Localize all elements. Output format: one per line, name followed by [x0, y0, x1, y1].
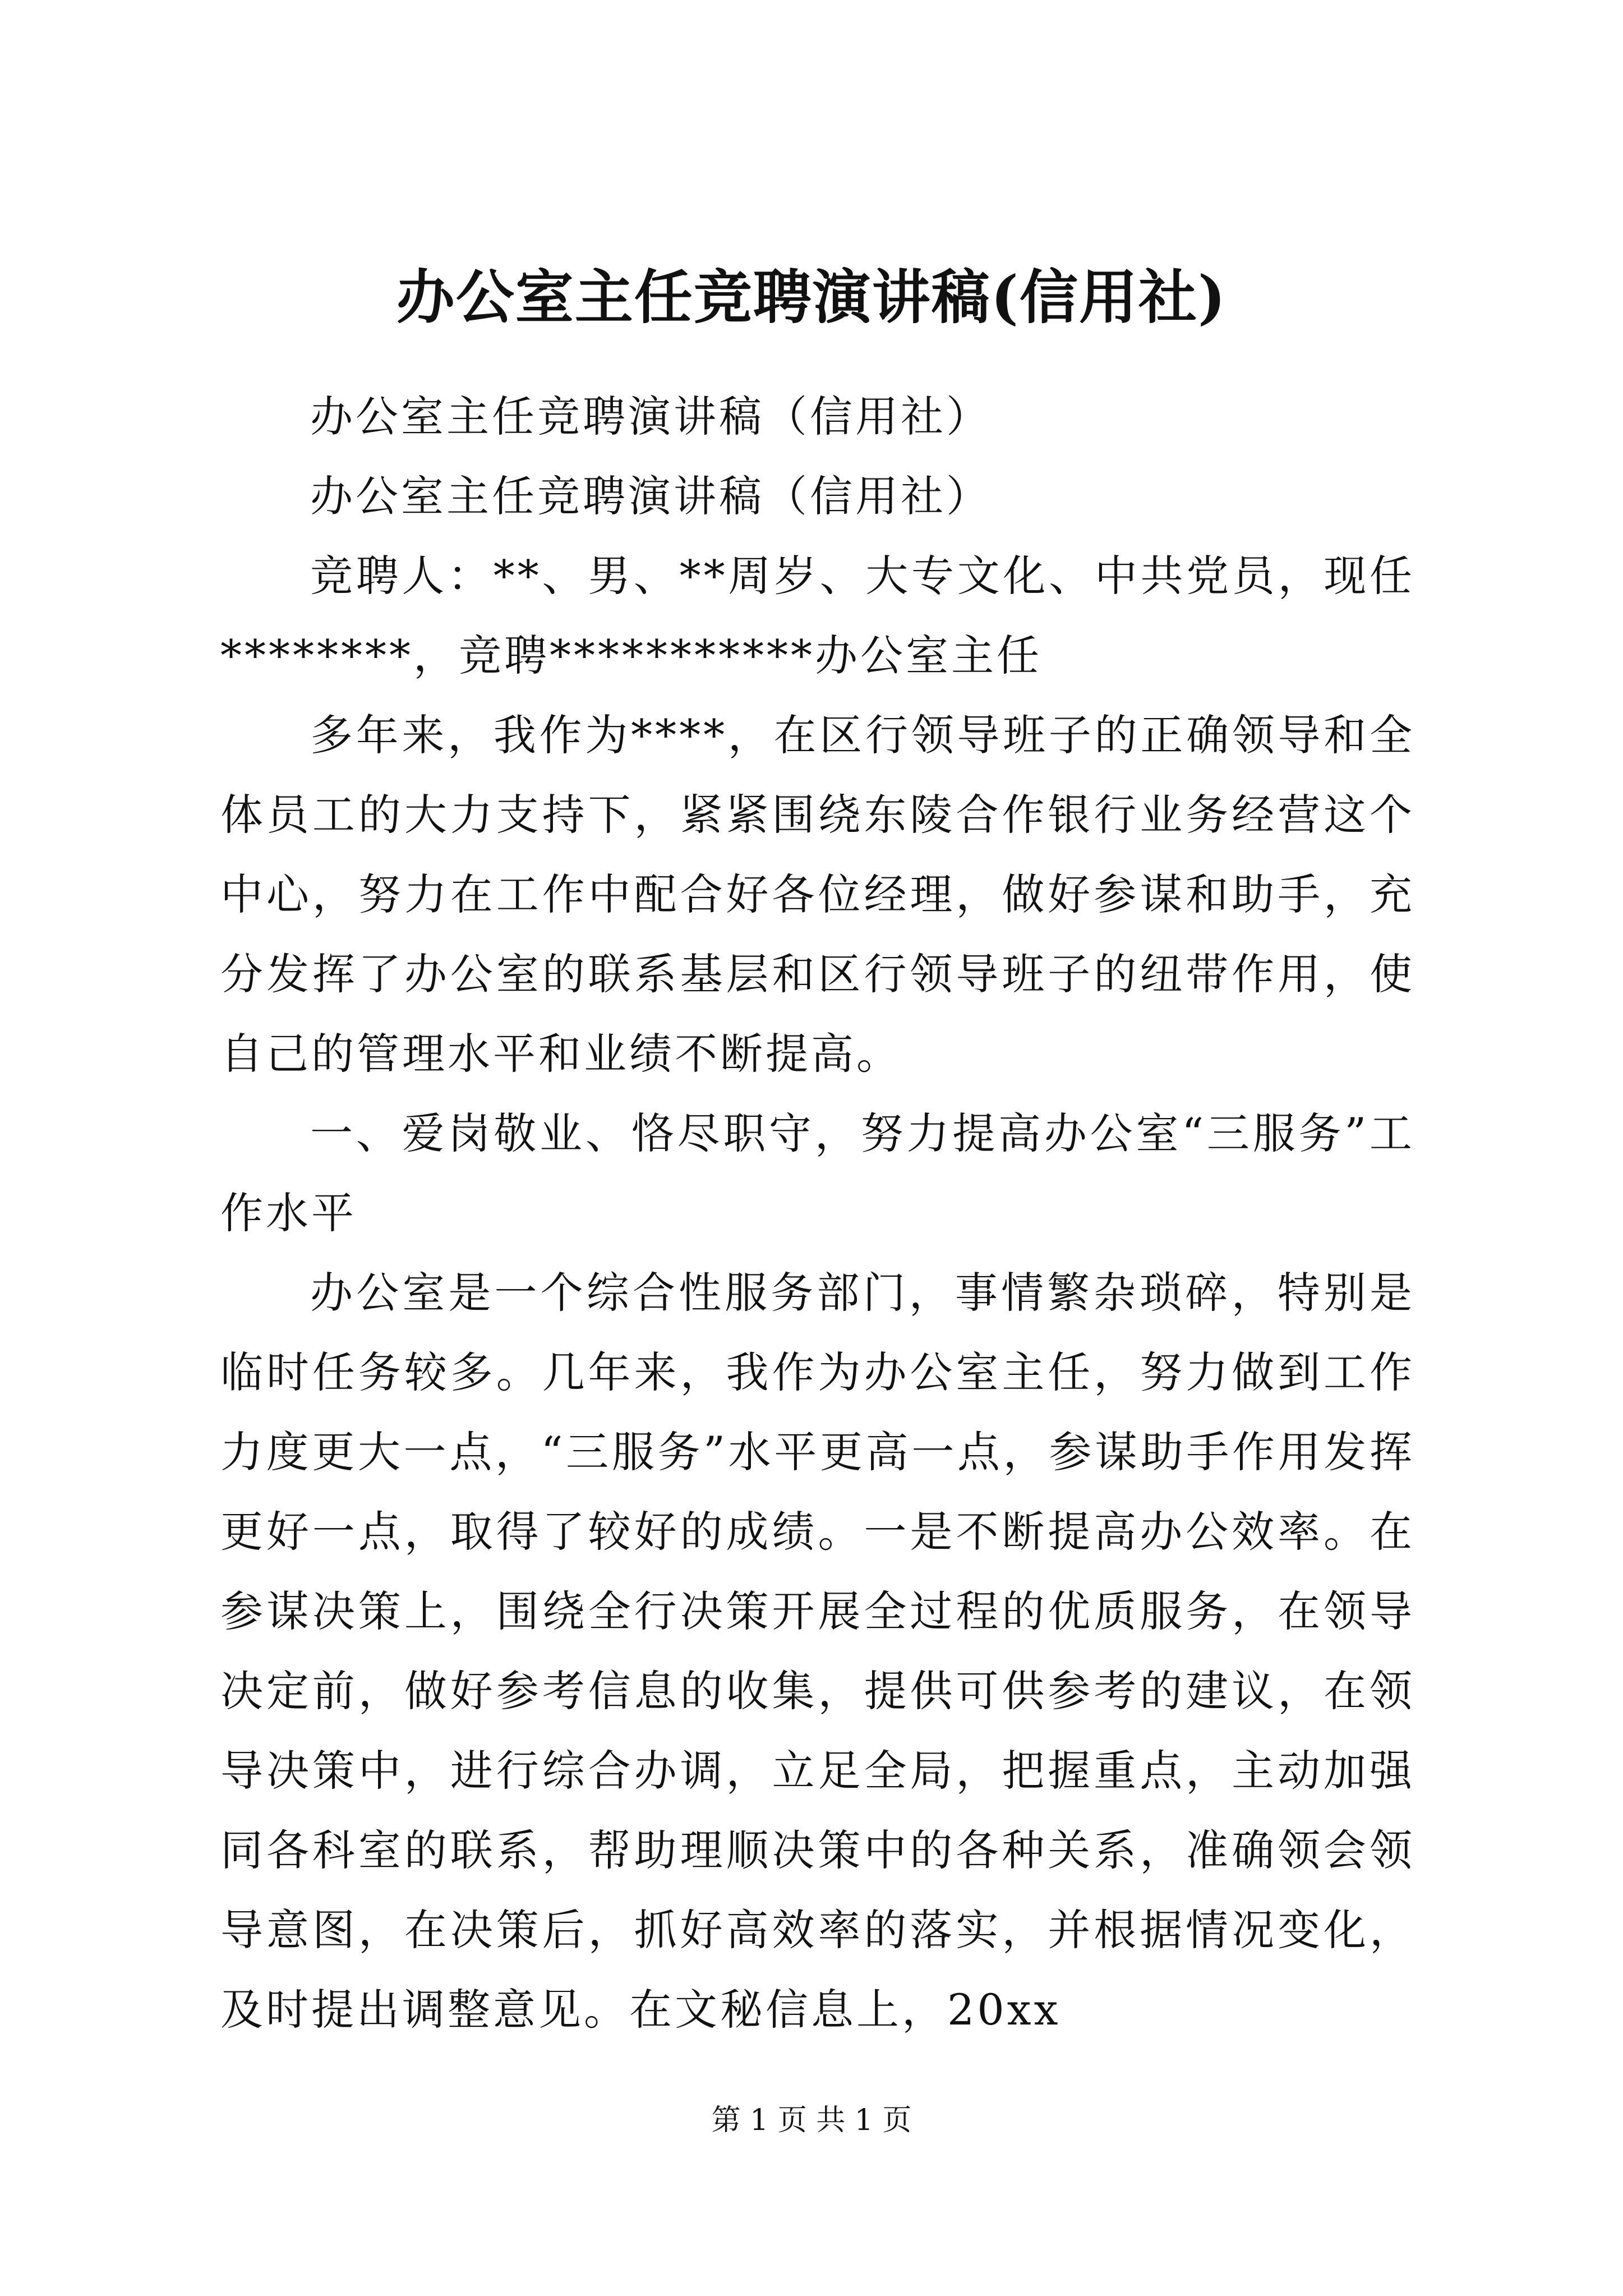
document-title: 办公室主任竞聘演讲稿(信用社)	[396, 263, 1227, 332]
paragraph: 一、爱岗敬业、恪尽职守，努力提高办公室“三服务”工作水平	[220, 1108, 1415, 1238]
paragraph: 多年来，我作为****，在区行领导班子的正确领导和全体员工的大力支持下，紧紧围绕东陵合作银行业务经营这个中心，努力在工作中配合好各位经理，做好参谋和助手，充分发挥了办公室的联系基层和区行领导班子的纽带作用，使自己的管理水平和业绩不断提高。	[220, 710, 1415, 1079]
paragraph: 竞聘人：**、男、**周岁、大专文化、中共党员，现任********，竞聘***********办公室主任	[220, 551, 1415, 680]
paragraph: 办公室是一个综合性服务部门，事情繁杂琐碎，特别是临时任务较多。几年来，我作为办公室主任，努力做到工作力度更大一点，“三服务”水平更高一点，参谋助手作用发挥更好一点，取得了较好的成绩。一是不断提高办公效率。在参谋决策上，围绕全行决策开展全过程的优质服务，在领导决定前，做好参考信息的收集，提供可供参考的建议，在领导决策中，进行综合办调，立足全局，把握重点，主动加强同各科室的联系，帮助理顺决策中的各种关系，准确领会领导意图，在决策后，抓好高效率的落实，并根据情况变化，及时提出调整意见。在文秘信息上，20xx	[220, 1268, 1415, 2035]
document-body	[220, 377, 1415, 2050]
page-number-footer: 第 1 页 共 1 页	[711, 2104, 912, 2137]
paragraph: 办公室主任竞聘演讲稿（信用社）	[310, 392, 992, 441]
paragraph: 办公室主任竞聘演讲稿（信用社）	[310, 471, 992, 521]
